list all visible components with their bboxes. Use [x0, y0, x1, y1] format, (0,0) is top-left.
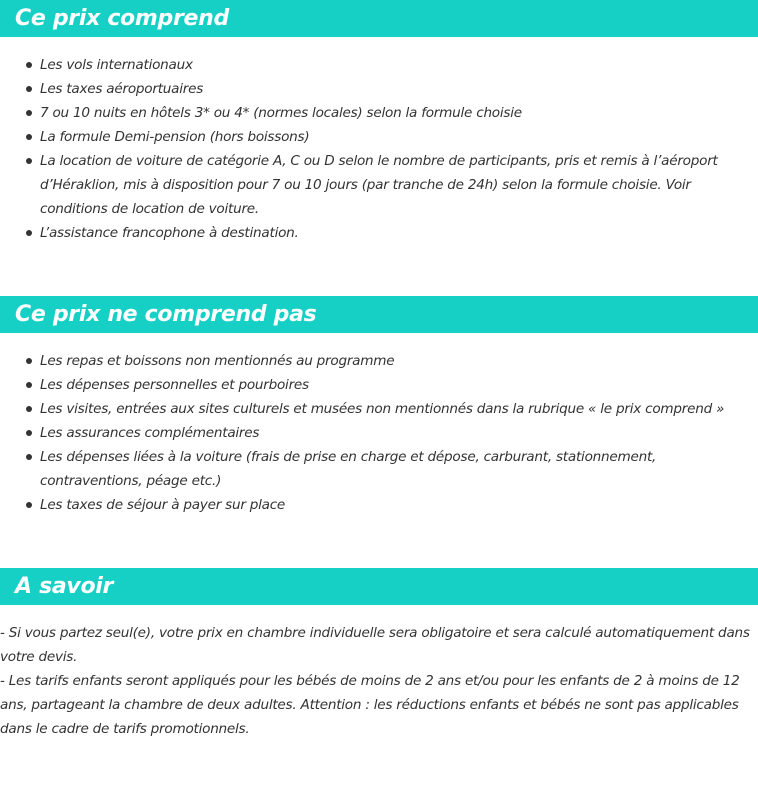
section-title-not-included: Ce prix ne comprend pas	[15, 302, 317, 327]
list-item: Les dépenses personnelles et pourboires	[40, 373, 756, 397]
list-item: La formule Demi-pension (hors boissons)	[40, 125, 756, 149]
list-item: Les taxes aéroportuaires	[40, 77, 756, 101]
section-title-good-to-know: A savoir	[15, 574, 114, 599]
list-item: Les repas et boissons non mentionnés au programme	[40, 349, 756, 373]
included-list	[0, 53, 758, 245]
section-header-not-included	[0, 296, 758, 333]
section-header-good-to-know	[0, 568, 758, 605]
good-to-know-notes	[0, 621, 758, 741]
list-item: Les vols internationaux	[40, 53, 756, 77]
list-item: Les dépenses liées à la voiture (frais de prise en charge et dépose, carburant, stationnement, contraventions, péage etc.)	[40, 445, 756, 493]
not-included-list	[0, 349, 758, 517]
list-item: 7 ou 10 nuits en hôtels 3* ou 4* (normes locales) selon la formule choisie	[40, 101, 756, 125]
list-item: La location de voiture de catégorie A, C ou D selon le nombre de participants, pris et remis à l’aéroport d’Héraklion, mis à disposition pour 7 ou 10 jours (par tranche de 24h) selon la formule choisie. Voir conditions de location de voiture.	[40, 149, 756, 221]
list-item: L’assistance francophone à destination.	[40, 221, 756, 245]
list-item: Les assurances complémentaires	[40, 421, 756, 445]
note-paragraph: - Si vous partez seul(e), votre prix en chambre individuelle sera obligatoire et sera calculé automatiquement dans votre devis.	[0, 625, 750, 665]
section-title-included: Ce prix comprend	[15, 6, 229, 31]
note-paragraph: - Les tarifs enfants seront appliqués pour les bébés de moins de 2 ans et/ou pour les enfants de 2 à moins de 12 ans, partageant la chambre de deux adultes. Attention : les réductions enfants et bébés ne sont pas applicables dans le cadre de tarifs promotionnels.	[0, 673, 740, 737]
list-item: Les taxes de séjour à payer sur place	[40, 493, 756, 517]
section-header-included	[0, 0, 758, 37]
list-item: Les visites, entrées aux sites culturels et musées non mentionnés dans la rubrique « le prix comprend »	[40, 397, 756, 421]
